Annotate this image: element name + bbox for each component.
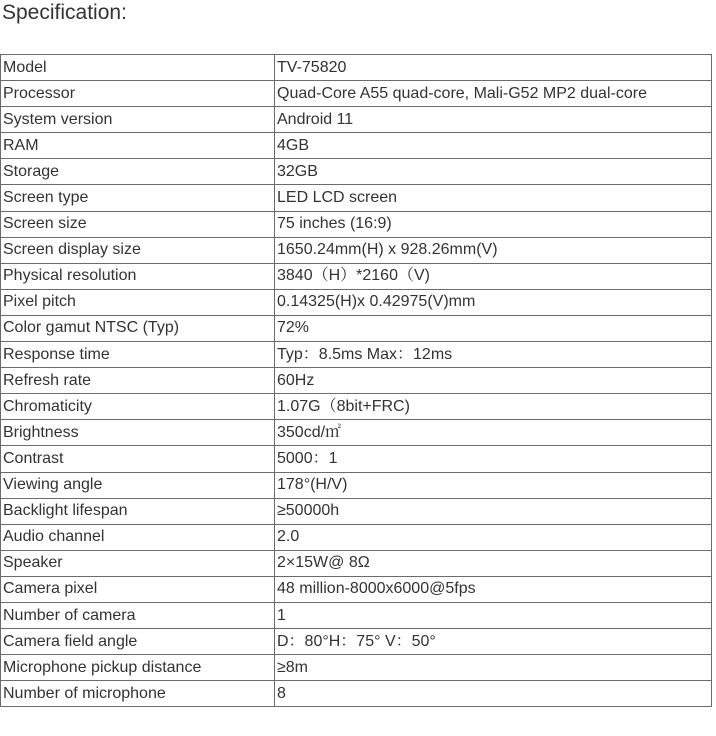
spec-label: Processor: [1, 81, 275, 107]
spec-value: 8: [275, 681, 712, 707]
spec-value: LED LCD screen: [275, 185, 712, 211]
spec-value: Android 11: [275, 107, 712, 133]
spec-value: 5000：1: [275, 446, 712, 472]
table-row: [1, 81, 712, 107]
table-row: [1, 342, 712, 368]
table-row: [1, 498, 712, 524]
table-row: [1, 681, 712, 707]
table-row: [1, 420, 712, 446]
table-row: [1, 629, 712, 655]
table-row: [1, 263, 712, 289]
table-row: [1, 185, 712, 211]
spec-label: Response time: [1, 342, 275, 368]
page-title: Specification:: [2, 1, 127, 24]
spec-value: 1: [275, 602, 712, 628]
spec-label: Audio channel: [1, 524, 275, 550]
spec-value: ≥50000h: [275, 498, 712, 524]
table-row: [1, 159, 712, 185]
specification-table: [0, 54, 712, 707]
spec-label: Viewing angle: [1, 472, 275, 498]
spec-value: 3840（H）*2160（V): [275, 263, 712, 289]
spec-label: Model: [1, 55, 275, 81]
spec-label: Brightness: [1, 420, 275, 446]
table-row: [1, 550, 712, 576]
table-row: [1, 446, 712, 472]
table-row: [1, 55, 712, 81]
spec-value: 178°(H/V): [275, 472, 712, 498]
spec-value: 350cd/㎡: [275, 420, 712, 446]
spec-label: Refresh rate: [1, 368, 275, 394]
spec-value: Quad-Core A55 quad-core, Mali-G52 MP2 dual-core: [275, 81, 712, 107]
spec-label: Number of camera: [1, 602, 275, 628]
spec-label: Camera pixel: [1, 576, 275, 602]
spec-value: 2×15W@ 8Ω: [275, 550, 712, 576]
table-row: [1, 107, 712, 133]
spec-label: System version: [1, 107, 275, 133]
spec-label: Backlight lifespan: [1, 498, 275, 524]
spec-label: Screen type: [1, 185, 275, 211]
table-row: [1, 394, 712, 420]
spec-value: D：80°H：75° V：50°: [275, 629, 712, 655]
spec-label: Storage: [1, 159, 275, 185]
spec-value: 1650.24mm(H) x 928.26mm(V): [275, 237, 712, 263]
spec-value: TV-75820: [275, 55, 712, 81]
spec-value: Typ：8.5ms Max：12ms: [275, 342, 712, 368]
table-row: [1, 315, 712, 341]
spec-label: Screen size: [1, 211, 275, 237]
table-row: [1, 524, 712, 550]
spec-value: 2.0: [275, 524, 712, 550]
spec-value: 60Hz: [275, 368, 712, 394]
spec-value: 1.07G（8bit+FRC): [275, 394, 712, 420]
spec-label: Screen display size: [1, 237, 275, 263]
spec-value: 4GB: [275, 133, 712, 159]
table-row: [1, 576, 712, 602]
table-row: [1, 237, 712, 263]
spec-label: Speaker: [1, 550, 275, 576]
table-row: [1, 472, 712, 498]
table-row: [1, 602, 712, 628]
spec-label: Number of microphone: [1, 681, 275, 707]
table-row: [1, 289, 712, 315]
spec-value: 32GB: [275, 159, 712, 185]
spec-label: Microphone pickup distance: [1, 655, 275, 681]
spec-label: Chromaticity: [1, 394, 275, 420]
spec-value: ≥8m: [275, 655, 712, 681]
table-row: [1, 133, 712, 159]
spec-label: Physical resolution: [1, 263, 275, 289]
table-row: [1, 368, 712, 394]
spec-label: Contrast: [1, 446, 275, 472]
table-row: [1, 211, 712, 237]
spec-label: Camera field angle: [1, 629, 275, 655]
spec-value: 75 inches (16:9): [275, 211, 712, 237]
spec-label: Color gamut NTSC (Typ): [1, 315, 275, 341]
spec-label: RAM: [1, 133, 275, 159]
spec-value: 72%: [275, 315, 712, 341]
spec-value: 0.14325(H)x 0.42975(V)mm: [275, 289, 712, 315]
spec-label: Pixel pitch: [1, 289, 275, 315]
spec-value: 48 million-8000x6000@5fps: [275, 576, 712, 602]
table-row: [1, 655, 712, 681]
